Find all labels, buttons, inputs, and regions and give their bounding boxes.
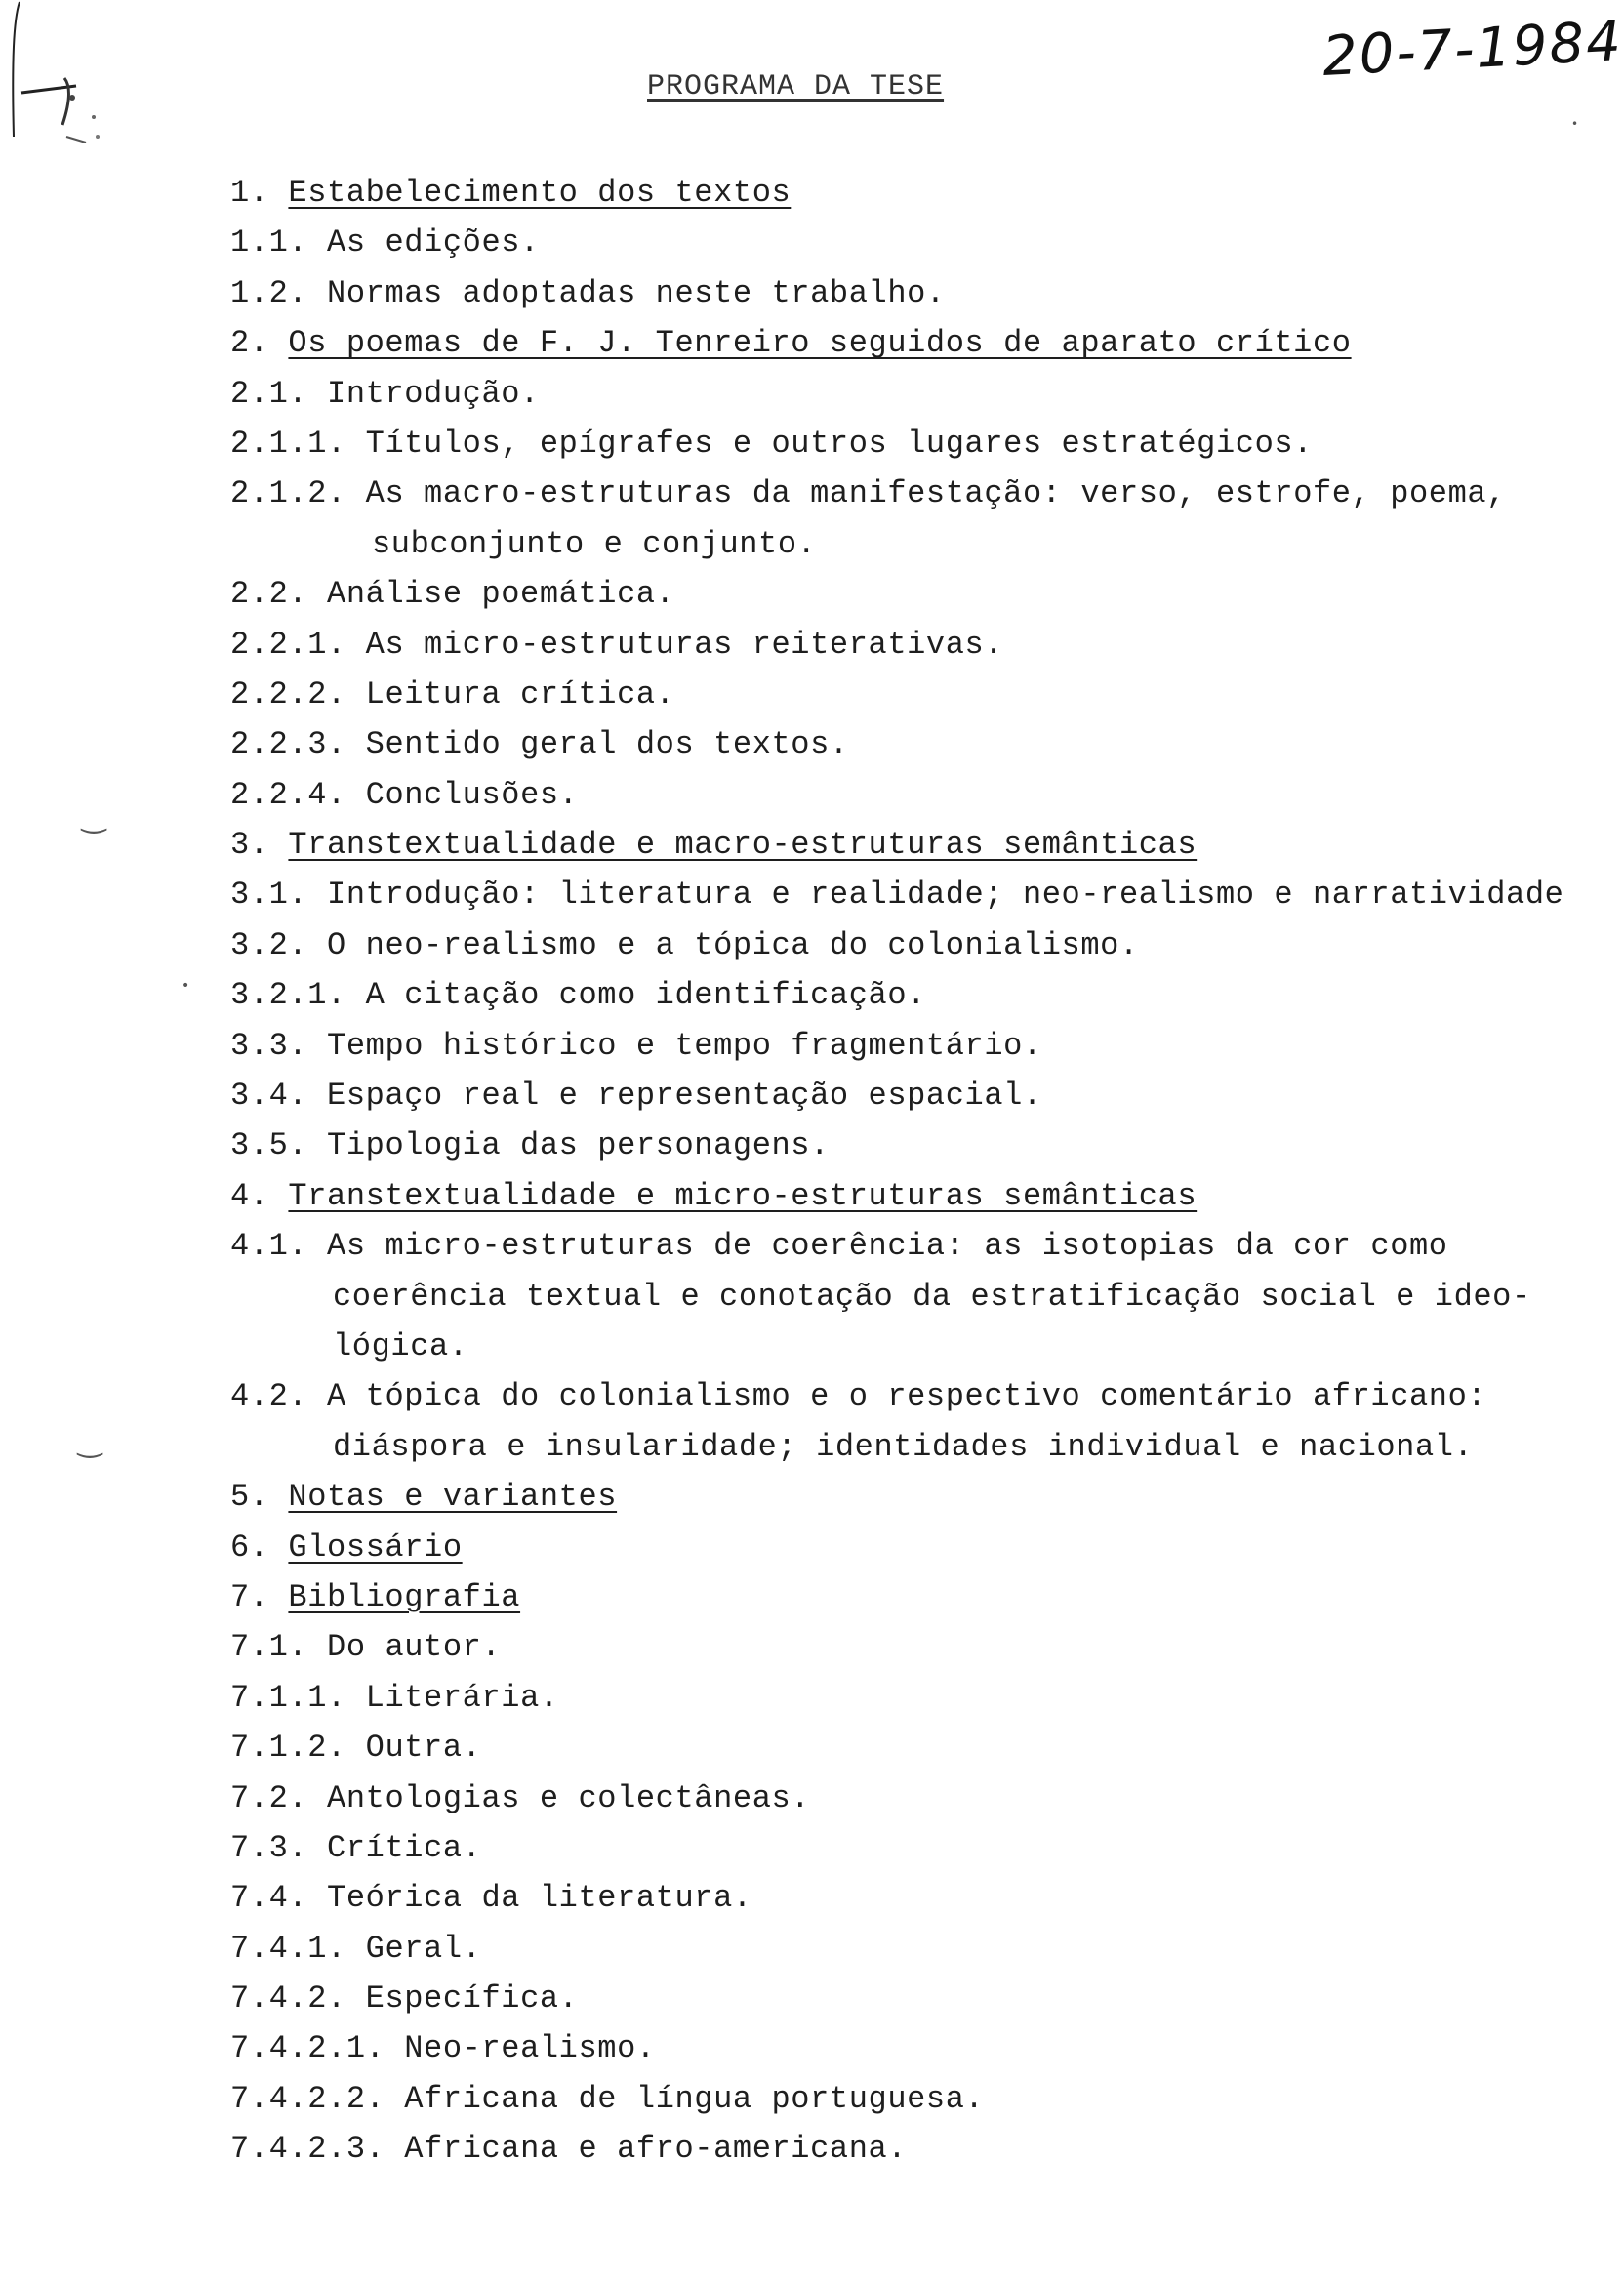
corner-stamp-mark <box>8 0 115 166</box>
toc-entry-text: Conclusões. <box>365 776 579 813</box>
toc-entry-number: 7.4.2. <box>230 1980 346 2017</box>
toc-entry-number: 3. <box>230 827 269 864</box>
toc-entry <box>230 670 1616 719</box>
toc-entry-number: 2.1. <box>230 375 308 412</box>
toc-entry-text: Transtextualidade e macro-estruturas semânticas <box>288 827 1198 864</box>
toc-entry-number: 7.3. <box>230 1829 308 1866</box>
toc-entry <box>230 1823 1616 1873</box>
toc-entry-number: 4. <box>230 1177 269 1214</box>
toc-entry-text: Análise poemática. <box>327 576 675 613</box>
toc-entry-number: 2.2.1. <box>230 626 346 663</box>
toc-entry-number: 7.2. <box>230 1779 308 1816</box>
page-title: PROGRAMA DA TESE <box>647 70 945 103</box>
toc-entry-number: 7.1.1. <box>230 1679 346 1716</box>
toc-entry-text: Espaço real e representação espacial. <box>327 1078 1042 1115</box>
toc-entry <box>230 1171 1616 1221</box>
toc-entry <box>230 920 1616 970</box>
toc-entry-text: Africana e afro-americana. <box>404 2131 908 2168</box>
toc-entry-text: Transtextualidade e micro-estruturas semânticas <box>288 1177 1198 1214</box>
toc-entry-text: Glossário <box>288 1528 463 1566</box>
toc-entry-continuation: coerência textual e conotação da estratificação social e ideo- <box>333 1278 1531 1315</box>
toc-entry-continuation: lógica. <box>333 1327 468 1365</box>
toc-entry-number: 7.4.1. <box>230 1930 346 1967</box>
toc-entry <box>230 1873 1616 1923</box>
toc-entry <box>230 268 1616 318</box>
toc-entry-number: 3.1. <box>230 876 308 914</box>
toc-entry-number: 4.2. <box>230 1378 308 1415</box>
toc-entry <box>230 1673 1616 1723</box>
toc-entry-number: 7.1. <box>230 1629 308 1666</box>
toc-entry <box>230 870 1616 919</box>
toc-entry-number: 7.4.2.3. <box>230 2131 386 2168</box>
toc-entry-text: Bibliografia <box>288 1578 521 1615</box>
toc-entry-text: A tópica do colonialismo e o respectivo comentário africano: <box>327 1378 1487 1415</box>
toc-entry-text: As macro-estruturas da manifestação: verso, estrofe, poema, <box>365 475 1507 512</box>
toc-entry-number: 2.2. <box>230 576 308 613</box>
toc-entry-text: Os poemas de F. J. Tenreiro seguidos de aparato crítico <box>288 325 1352 362</box>
toc-entry-text: As micro-estruturas reiterativas. <box>365 626 1004 663</box>
toc-entry-number: 7. <box>230 1578 269 1615</box>
toc-entry-text: Notas e variantes <box>288 1479 618 1516</box>
toc-entry-text: Títulos, epígrafes e outros lugares estratégicos. <box>365 425 1313 462</box>
toc-entry-number: 1.1. <box>230 224 308 262</box>
toc-entry <box>230 2023 1616 2073</box>
toc-entry <box>230 1221 1616 1271</box>
toc-entry-text: Crítica. <box>327 1829 482 1866</box>
toc-entry-text: As micro-estruturas de coerência: as isotopias da cor como <box>327 1228 1448 1265</box>
toc-entry-number: 3.5. <box>230 1127 308 1164</box>
toc-entry <box>230 1974 1616 2023</box>
toc-entry <box>230 419 1616 469</box>
toc-entry <box>230 1924 1616 1974</box>
toc-entry <box>230 770 1616 820</box>
toc-entry-number: 7.1.2. <box>230 1730 346 1767</box>
toc-entry-text: Antologias e colectâneas. <box>327 1779 811 1816</box>
margin-mark: ‿ <box>82 800 106 835</box>
toc-entry-continuation: subconjunto e conjunto. <box>372 525 817 562</box>
toc-entry-text: Específica. <box>365 1980 579 2017</box>
toc-entry-number: 6. <box>230 1528 269 1566</box>
toc-entry <box>230 569 1616 619</box>
toc-entry <box>230 1071 1616 1121</box>
toc-entry <box>230 168 1616 218</box>
toc-entry-text: Tempo histórico e tempo fragmentário. <box>327 1027 1042 1064</box>
toc-entry-number: 2. <box>230 325 269 362</box>
toc-entry-number: 2.2.3. <box>230 726 346 763</box>
toc-entry <box>230 970 1616 1020</box>
toc-entry-number: 2.2.2. <box>230 675 346 713</box>
toc-entry-number: 1.2. <box>230 274 308 311</box>
toc-entry <box>230 820 1616 870</box>
toc-entry-number: 3.3. <box>230 1027 308 1064</box>
toc-entry <box>230 2074 1616 2124</box>
toc-entry-number: 7.4.2.2. <box>230 2080 386 2117</box>
toc-entry-number: 3.2.1. <box>230 977 346 1014</box>
toc-entry-number: 1. <box>230 175 269 211</box>
toc-entry-text: Africana de língua portuguesa. <box>404 2080 985 2117</box>
toc-entry-number: 7.4.2.1. <box>230 2030 386 2067</box>
toc-entry-text: Sentido geral dos textos. <box>365 726 849 763</box>
toc-entry <box>230 1572 1616 1622</box>
toc-entry <box>230 369 1616 419</box>
toc-entry <box>230 469 1616 518</box>
toc-entry <box>230 1121 1616 1170</box>
margin-mark: • <box>1571 117 1579 131</box>
toc-entry-number: 4.1. <box>230 1228 308 1265</box>
toc-entry-number: 2.2.4. <box>230 776 346 813</box>
toc-entry-text: Introdução. <box>327 375 540 412</box>
toc-entry-number: 5. <box>230 1479 269 1516</box>
toc-entry-text: As edições. <box>327 224 540 262</box>
toc-entry <box>230 1773 1616 1823</box>
toc-entry-text: Teórica da literatura. <box>327 1880 752 1917</box>
toc-entry-text: Introdução: literatura e realidade; neo-realismo e narratividade <box>327 876 1564 914</box>
toc-entry-text: Literária. <box>365 1679 559 1716</box>
toc-entry-number: 7.4. <box>230 1880 308 1917</box>
toc-entry-text: Neo-realismo. <box>404 2030 656 2067</box>
margin-mark: ‿ <box>78 1425 102 1459</box>
toc-entry-number: 3.4. <box>230 1078 308 1115</box>
toc-entry <box>230 719 1616 769</box>
margin-mark: • <box>182 978 190 994</box>
toc-entry-number: 3.2. <box>230 926 308 963</box>
toc-entry-text: Geral. <box>365 1930 482 1967</box>
toc-entry-continuation: diáspora e insularidade; identidades individual e nacional. <box>333 1428 1474 1465</box>
toc-entry <box>230 1021 1616 1071</box>
toc-entry-number: 2.1.1. <box>230 425 346 462</box>
toc-entry-text: A citação como identificação. <box>365 977 926 1014</box>
toc-entry <box>230 1723 1616 1773</box>
toc-entry <box>230 2124 1616 2174</box>
toc-entry-text: Outra. <box>365 1730 482 1767</box>
toc-entry-text: Normas adoptadas neste trabalho. <box>327 274 946 311</box>
toc-entry-text: Leitura crítica. <box>365 675 675 713</box>
toc-entry <box>230 1622 1616 1672</box>
toc-entry <box>230 218 1616 267</box>
toc-entry-text: O neo-realismo e a tópica do colonialismo. <box>327 926 1139 963</box>
table-of-contents <box>230 168 1616 2175</box>
toc-entry <box>230 1371 1616 1421</box>
toc-entry-number: 2.1.2. <box>230 475 346 512</box>
toc-entry-text: Tipologia das personagens. <box>327 1127 830 1164</box>
toc-entry <box>230 1523 1616 1572</box>
toc-entry-text: Do autor. <box>327 1629 502 1666</box>
toc-entry <box>230 1472 1616 1522</box>
toc-entry <box>230 318 1616 368</box>
toc-entry <box>230 620 1616 670</box>
handwritten-date: 20-7-1984 <box>1320 9 1624 90</box>
toc-entry-text: Estabelecimento dos textos <box>288 175 792 211</box>
